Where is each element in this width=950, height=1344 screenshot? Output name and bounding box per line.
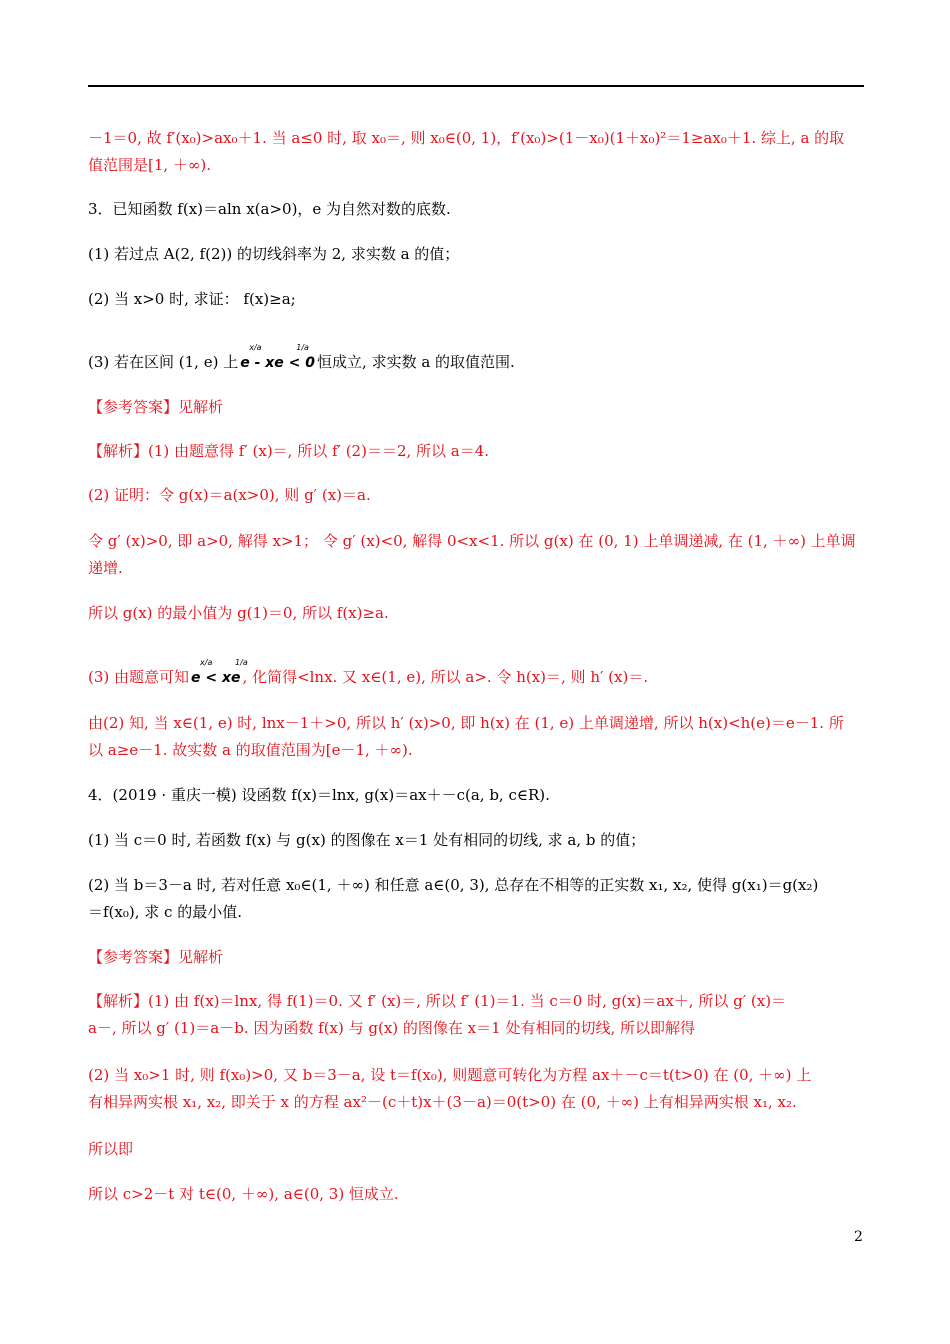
text-line: 值范围是[1, ＋∞). <box>88 156 212 174</box>
q3-part3 <box>88 343 864 377</box>
page-number: 2 <box>854 1229 863 1245</box>
solution-line: 令 g′ (x)>0, 即 a>0, 解得 x>1； 令 g′ (x)<0, 解得 0<x<1. 所以 g(x) 在 (0, 1) 上单调递减, 在 (1, ＋∞) 上单调 <box>88 532 856 550</box>
solution-line: (2) 当 x₀>1 时, 则 f(x₀)>0, 又 b＝3－a, 设 t＝f(x₀), 则题意可转化为方程 ax＋－c＝t(t>0) 在 (0, ＋∞) 上 <box>88 1066 812 1084</box>
solution-line: 【解析】(1) 由 f(x)＝lnx, 得 f(1)＝0. 又 f′ (x)＝, 所以 f′ (1)＝1. 当 c＝0 时, g(x)＝ax＋, 所以 g′ (x)＝ <box>88 992 787 1010</box>
solution-line: a－, 所以 g′ (1)＝a－b. 因为函数 f(x) 与 g(x) 的图像在 x＝1 处有相同的切线, 所以即解得 <box>88 1019 695 1037</box>
solution-line: 由(2) 知, 当 x∈(1, e) 时, lnx－1＋>0, 所以 h′ (x)>0, 即 h(x) 在 (1, e) 上单调递增, 所以 h(x)<h(e)＝e－1. 所 <box>88 714 844 732</box>
question-3: 3．已知函数 f(x)＝aln x(a>0)，e 为自然对数的底数. <box>88 200 451 218</box>
exp-formula: e - xe < 0 x/a 1/a <box>240 343 316 371</box>
answer-label: 【参考答案】见解析 <box>88 948 224 966</box>
q3-part2: (2) 当 x>0 时, 求证： f(x)≥a; <box>88 290 296 308</box>
q3-part1: (1) 若过点 A(2, f(2)) 的切线斜率为 2, 求实数 a 的值； <box>88 245 460 263</box>
text-line: －1＝0, 故 f′(x₀)>ax₀＋1. 当 a≤0 时, 取 x₀＝, 则 x₀∈(0, 1)，f′(x₀)>(1－x₀)(1＋x₀)²＝1≥ax₀＋1. 综上, a 的取 <box>88 129 845 147</box>
solution-line: 【解析】(1) 由题意得 f′ (x)＝, 所以 f′ (2)＝＝2, 所以 a＝4. <box>88 442 490 460</box>
solution-line: 所以 g(x) 的最小值为 g(1)＝0, 所以 f(x)≥a. <box>88 604 389 622</box>
q4-part1: (1) 当 c＝0 时, 若函数 f(x) 与 g(x) 的图像在 x＝1 处有相同的切线, 求 a, b 的值； <box>88 831 646 849</box>
answer-label: 【参考答案】见解析 <box>88 398 224 416</box>
solution-line: 所以 c>2－t 对 t∈(0, ＋∞), a∈(0, 3) 恒成立. <box>88 1185 399 1203</box>
q4-part2: (2) 当 b＝3－a 时, 若对任意 x₀∈(1, ＋∞) 和任意 a∈(0, 3), 总存在不相等的正实数 x₁, x₂, 使得 g(x₁)＝g(x₂) <box>88 876 819 894</box>
solution-line: (2) 证明：令 g(x)＝a(x>0), 则 g′ (x)＝a. <box>88 486 371 504</box>
solution-line: 有相异两实根 x₁, x₂, 即关于 x 的方程 ax²－(c＋t)x＋(3－a)＝0(t>0) 在 (0, ＋∞) 上有相异两实根 x₁, x₂. <box>88 1093 797 1111</box>
solution-line: 所以即 <box>88 1140 134 1158</box>
question-4: 4．(2019 · 重庆一模) 设函数 f(x)＝lnx, g(x)＝ax＋－c(a, b, c∈R). <box>88 786 550 804</box>
header-rule <box>88 85 864 87</box>
exp-inequality: e < xe x/a 1/a <box>191 658 248 686</box>
q3-part3-suffix: 恒成立, 求实数 a 的取值范围. <box>317 353 515 371</box>
solution-line: 递增. <box>88 559 123 577</box>
solution-part3: (3) 由题意可知 e < xe x/a 1/a , 化简得<lnx. 又 x∈(1, e), 所以 a>. 令 h(x)＝, 则 h′ (x)＝. <box>88 664 864 692</box>
solution-line: 以 a≥e－1. 故实数 a 的取值范围为[e－1, ＋∞). <box>88 741 413 759</box>
q4-part2-cont: ＝f(x₀), 求 c 的最小值. <box>88 903 242 921</box>
q3-part3-prefix: (3) 若在区间 (1, e) 上 <box>88 353 239 371</box>
